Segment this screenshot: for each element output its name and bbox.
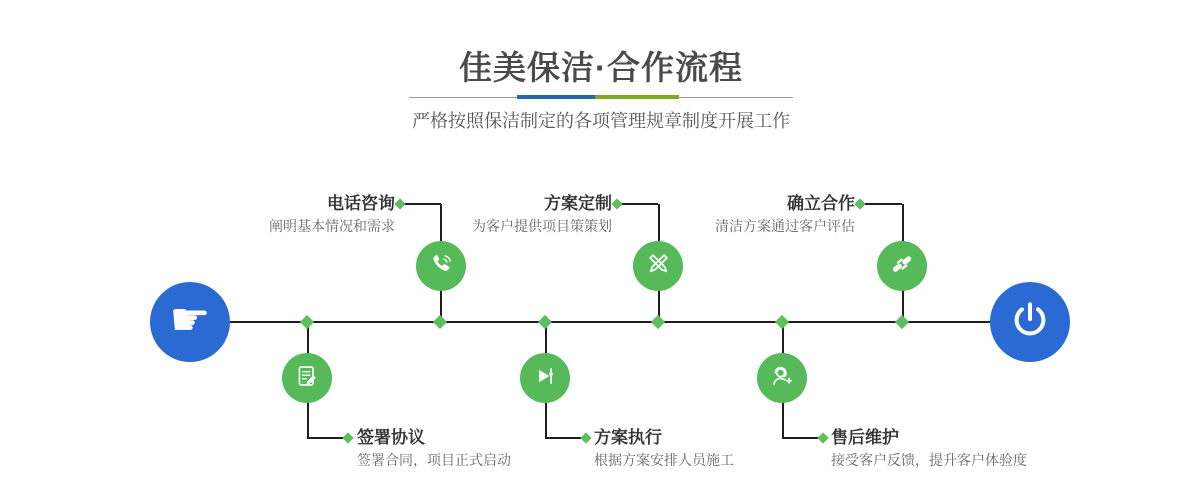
step-description: 签署合同，项目正式启动 (357, 452, 511, 468)
contract-sign-icon (294, 363, 320, 394)
divider-line-right (679, 97, 793, 98)
step-description: 清洁方案通过客户评估 (715, 218, 855, 234)
divider-line-left (409, 97, 517, 98)
step-icon-circle (877, 241, 927, 291)
label-diamond (342, 432, 353, 443)
pointing-hand-icon: ☛ (169, 292, 211, 346)
step-phone-consult (269, 195, 395, 233)
step-description: 阐明基本情况和需求 (269, 218, 395, 234)
step-icon-circle (416, 241, 466, 291)
step-description: 接受客户反馈，提升客户体验度 (831, 452, 1027, 468)
phone-icon (428, 250, 455, 282)
connector-line (404, 203, 441, 205)
title-divider (409, 93, 793, 101)
step-description: 根据方案安排人员施工 (594, 452, 734, 468)
end-node (990, 282, 1070, 362)
handshake-icon (888, 250, 916, 283)
connector-line (782, 437, 822, 439)
divider-green-segment (595, 95, 679, 99)
step-title: 售后维护 (831, 428, 899, 447)
timeline-diamond (538, 315, 552, 329)
connector-line (621, 203, 658, 205)
start-node (150, 282, 230, 362)
step-icon-circle (282, 353, 332, 403)
connector-line (545, 437, 585, 439)
connector-line (864, 203, 902, 205)
label-diamond (817, 432, 828, 443)
step-icon-circle (520, 353, 570, 403)
timeline-line (230, 321, 990, 323)
step-icon-circle (757, 353, 807, 403)
label-diamond (394, 198, 405, 209)
step-title: 签署协议 (357, 428, 425, 447)
label-diamond (580, 432, 591, 443)
power-icon (1008, 298, 1052, 347)
step-title: 方案执行 (594, 428, 662, 447)
page-title: 佳美保洁·合作流程 (459, 49, 743, 86)
timeline-diamond (300, 315, 314, 329)
step-icon-circle (633, 241, 683, 291)
step-description: 为客户提供项目策策划 (472, 218, 612, 234)
page-subtitle: 严格按照保洁制定的各项管理规章制度开展工作 (412, 111, 790, 131)
divider-blue-segment (517, 95, 595, 99)
timeline-diamond (895, 315, 909, 329)
connector-line (307, 437, 347, 439)
step-plan-customize (472, 195, 612, 233)
step-title: 方案定制 (544, 194, 612, 213)
step-sign-agreement (357, 429, 511, 467)
step-title: 确立合作 (787, 194, 855, 213)
step-confirm-cooperation (715, 195, 855, 233)
step-title: 电话咨询 (327, 194, 395, 213)
timeline-diamond (775, 315, 789, 329)
label-diamond (611, 198, 622, 209)
crossed-pencils-icon (645, 250, 672, 282)
label-diamond (854, 198, 865, 209)
customer-service-icon (769, 362, 796, 394)
timeline-diamond (651, 315, 665, 329)
step-after-sales (831, 429, 1027, 467)
play-next-icon (532, 363, 558, 394)
step-plan-execute (594, 429, 734, 467)
timeline-diamond (433, 315, 447, 329)
